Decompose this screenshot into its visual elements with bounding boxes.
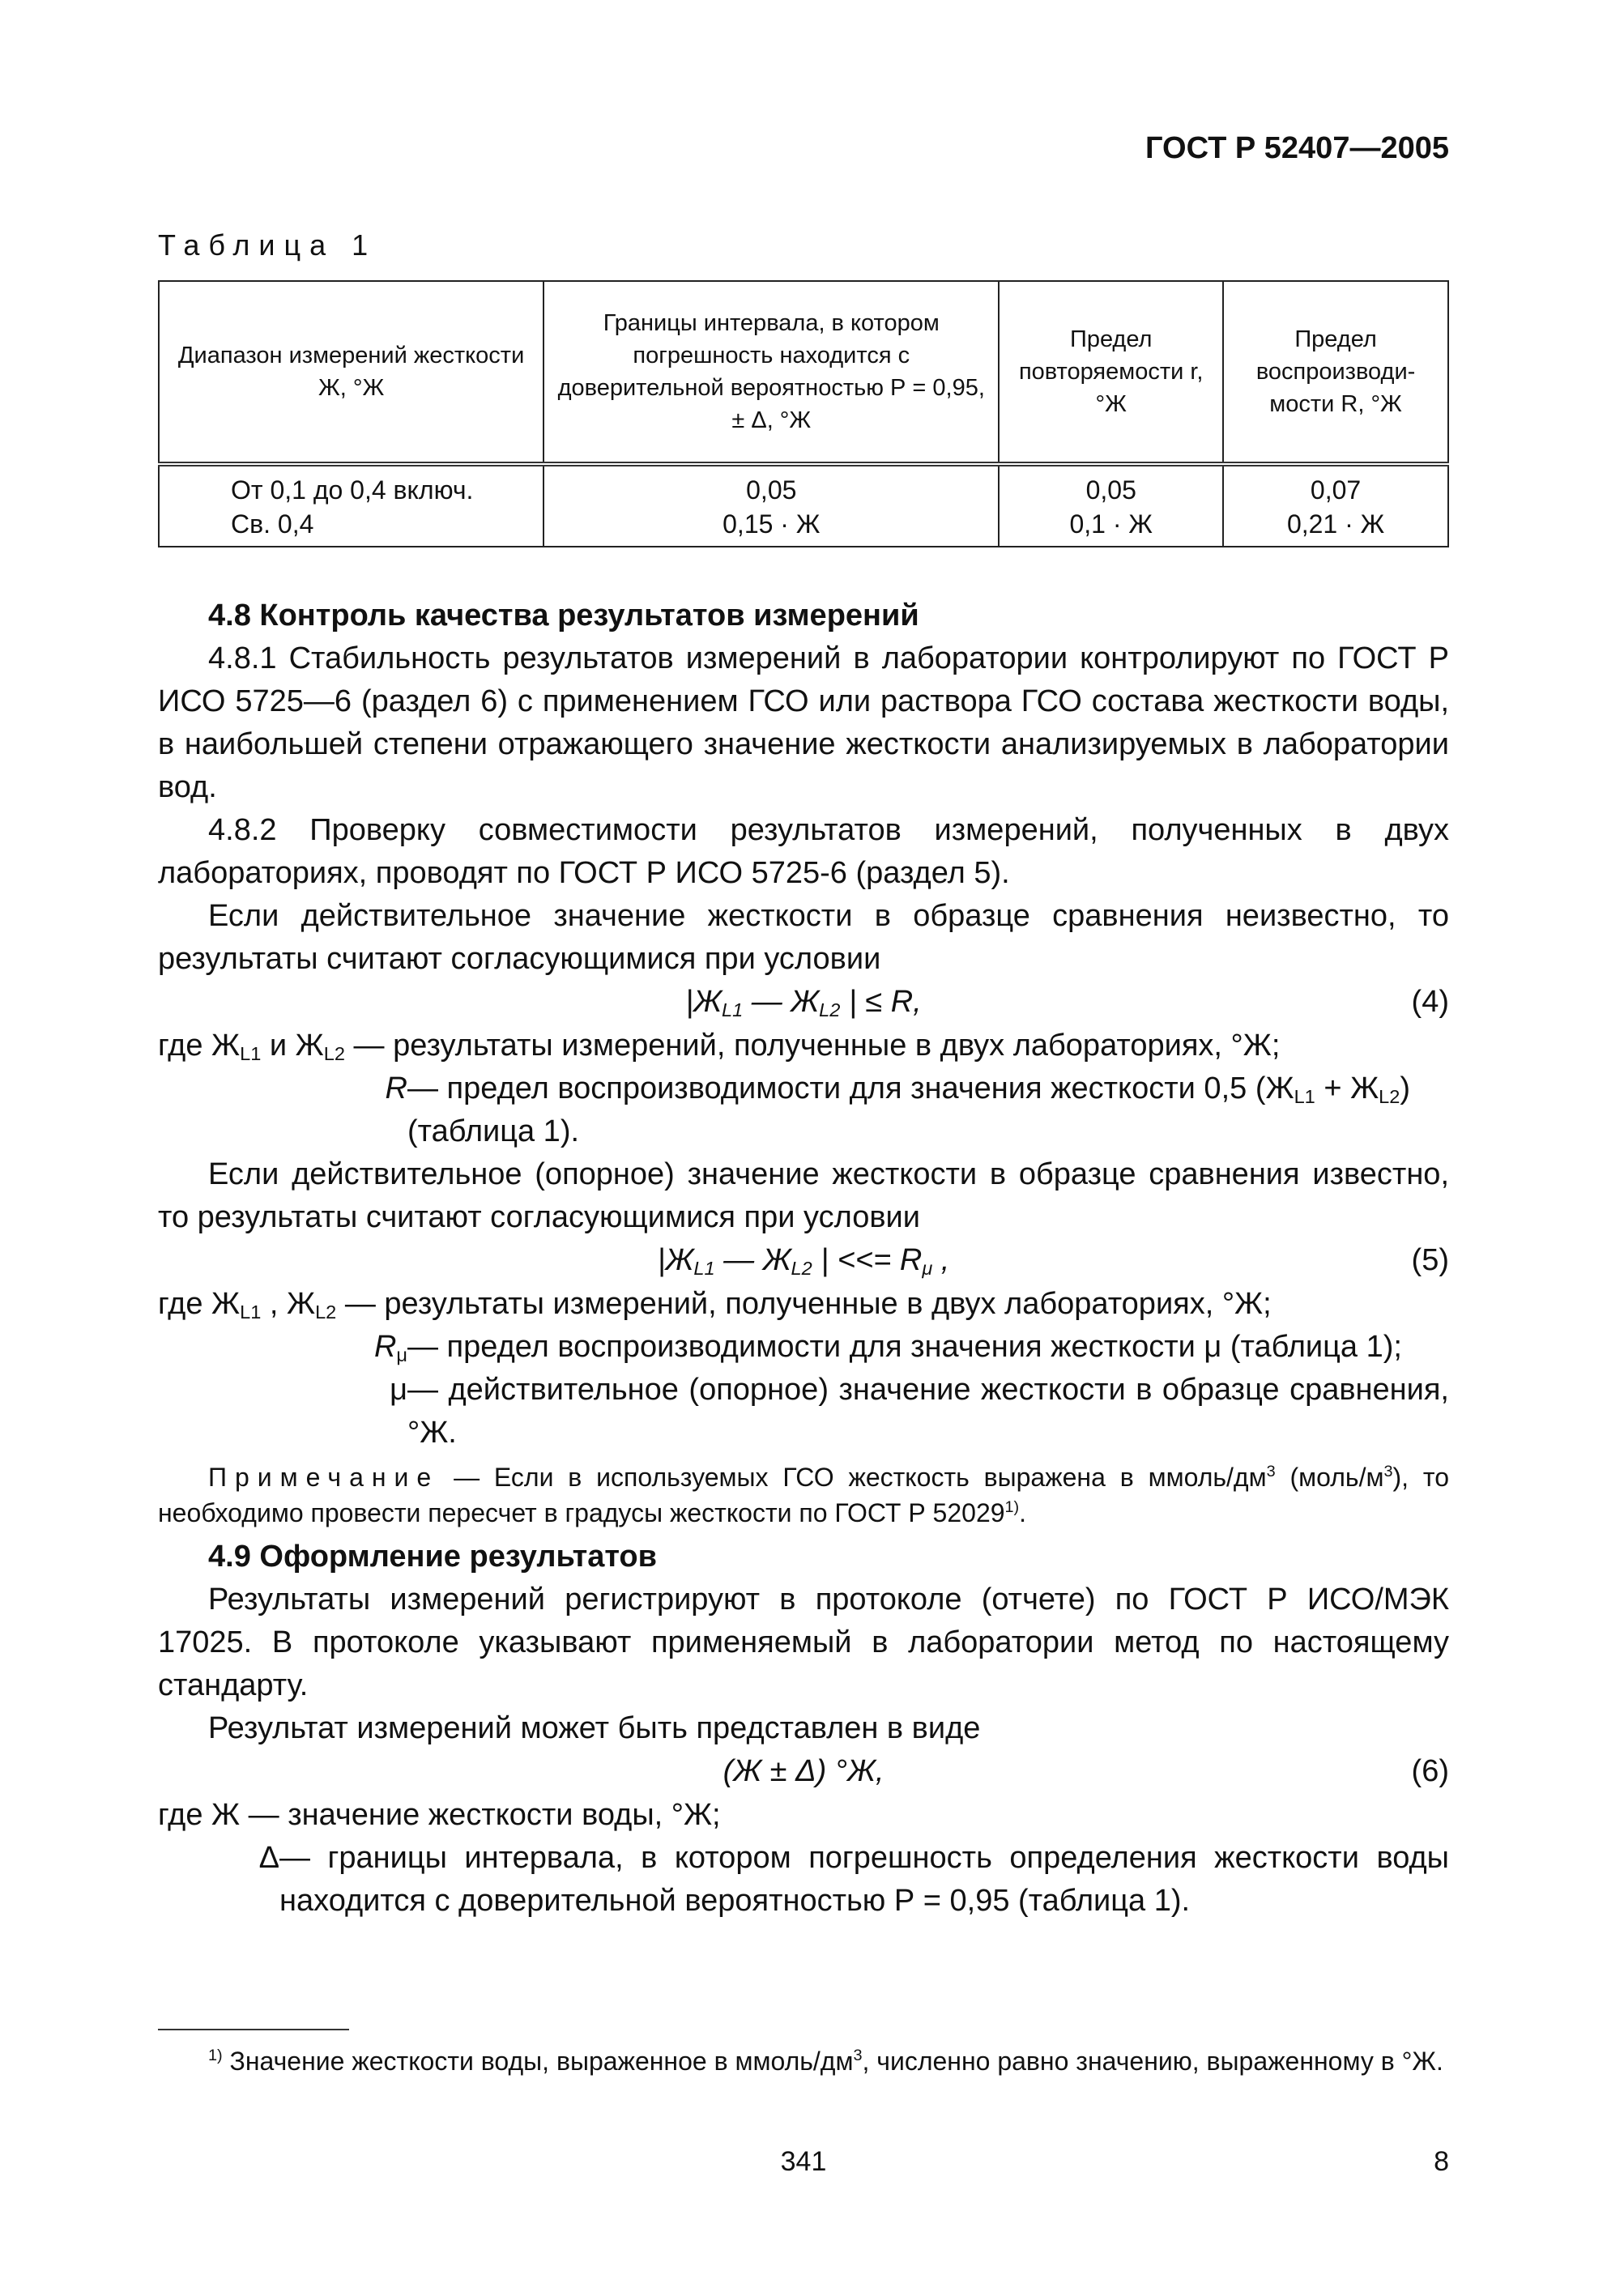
definition-row: R — предел воспроизводимости для значения жесткости 0,5 $(Ж_{L1} + Ж_{L2})$ [385, 1071, 1411, 1107]
formula-expression: (Ж ± Δ) °Ж, [723, 1754, 884, 1788]
cell-line: 0,21 · Ж [1286, 509, 1385, 539]
where-line: где Ж — значение жесткости воды, °Ж; [158, 1798, 721, 1832]
paragraph: 4.8.1 Стабильность результатов измерений в лаборатории контролируют по ГОСТ Р ИСО 5725—6 (раздел 6) с применением ГСО или раствора ГСО состава жесткости воды, в наибольшей степени отражающего значение жесткости анализируемых в лаборатории вод. [158, 641, 1449, 804]
section-title: 4.8 Контроль качества результатов измерений [208, 598, 919, 633]
section-title: 4.9 Оформление результатов [208, 1540, 658, 1574]
footnote: $^{1)}$ Значение жесткости воды, выраженное в ммоль/$дм^3$, численно равно значению, выраженному в °Ж. [208, 2047, 1443, 2076]
table-1 [158, 280, 1449, 547]
paragraph: 4.8.2 Проверку совместимости результатов измерений, полученных в двух лабораториях, проводят по ГОСТ Р ИСО 5725-6 (раздел 5). [158, 813, 1449, 890]
formula-number: (4) [1411, 985, 1449, 1019]
note-label: Примечание [208, 1463, 440, 1492]
formula-expression: $|Ж_{L1}$ — $Ж_{L2}$ | <<= $R_\mu$ , [657, 1243, 950, 1279]
formula-4 [158, 981, 1449, 1024]
cell-line: От 0,1 до 0,4 включ. [231, 475, 474, 505]
page-number-right: 8 [1434, 2146, 1449, 2177]
paragraph: Если действительное (опорное) значение жесткости в образце сравнения известно, то результаты считают согласующимися при условии [158, 1157, 1449, 1234]
cell-line: 0,15 · Ж [723, 509, 821, 539]
paragraph: Результаты измерений регистрируют в протоколе (отчете) по ГОСТ Р ИСО/МЭК 17025. В протоколе указывают применяемый в лаборатории метод по настоящему стандарту. [158, 1582, 1449, 1702]
paragraph: Если действительное значение жесткости в образце сравнения неизвестно, то результаты считают согласующимися при условии [158, 899, 1449, 976]
formula-number: (5) [1411, 1243, 1449, 1277]
table-caption: Таблица 1 [158, 228, 377, 262]
cell-line: 0,07 [1310, 475, 1362, 505]
definition-row: Δ — границы интервала, в котором погрешность определения жесткости воды находится с доверительной вероятностью Р = 0,95 (таблица 1). [258, 1841, 1449, 1918]
table-header-row [159, 281, 1448, 464]
standard-id-header: ГОСТ Р 52407—2005 [1145, 131, 1449, 165]
footnote-separator [158, 2029, 349, 2030]
formula-expression: $|Ж_{L1}$ — $Ж_{L2}$ | ≤ R, [685, 985, 922, 1020]
cell-line: Св. 0,4 [231, 509, 314, 539]
paragraph: Результат измерений может быть представлен в виде [208, 1711, 981, 1745]
cell-line: 0,1 · Ж [1069, 509, 1153, 539]
column-header: Предел повторяемости r, °Ж [999, 281, 1223, 464]
table-cell [159, 464, 543, 547]
column-header: Предел воспроизводи-мости R, °Ж [1223, 281, 1448, 464]
document-body [158, 590, 1449, 1923]
page-number-center: 341 [780, 2146, 827, 2177]
table-cell [543, 464, 999, 547]
formula-6 [158, 1750, 1449, 1794]
cell-line: 0,05 [746, 475, 797, 505]
where-line: где $Ж_{L1}$ и $Ж_{L2}$ — результаты измерений, полученные в двух лабораториях, °Ж; [158, 1029, 1281, 1064]
where-line: где $Ж_{L1}$ , $Ж_{L2}$ — результаты измерений, полученные в двух лабораториях, °Ж; [158, 1287, 1272, 1323]
cell-line: 0,05 [1085, 475, 1136, 505]
definition-row: $R_\mu$ — предел воспроизводимости для значения жесткости μ (таблица 1); [373, 1330, 1402, 1365]
table-cell [999, 464, 1223, 547]
table-row [159, 464, 1448, 547]
column-header: Границы интервала, в котором погрешность находится с доверительной вероятностью Р = 0,95, ± Δ, °Ж [543, 281, 999, 464]
formula-5 [158, 1239, 1449, 1283]
table-cell [1223, 464, 1448, 547]
document-page [158, 0, 1449, 2296]
note: Примечание — Если в используемых ГСО жесткость выражена в ммоль/$дм^3$ $(моль/м^3)$, то необходимо провести пересчет в градусы жесткости по ГОСТ Р 52029$^{1)}$. [158, 1463, 1450, 1527]
formula-number: (6) [1411, 1754, 1449, 1788]
column-header: Диапазон измерений жесткости Ж, °Ж [159, 281, 543, 464]
definition-row: μ — действительное (опорное) значение жесткости в образце сравнения, °Ж. [390, 1373, 1449, 1450]
definition-row: (таблица 1). [407, 1114, 580, 1148]
